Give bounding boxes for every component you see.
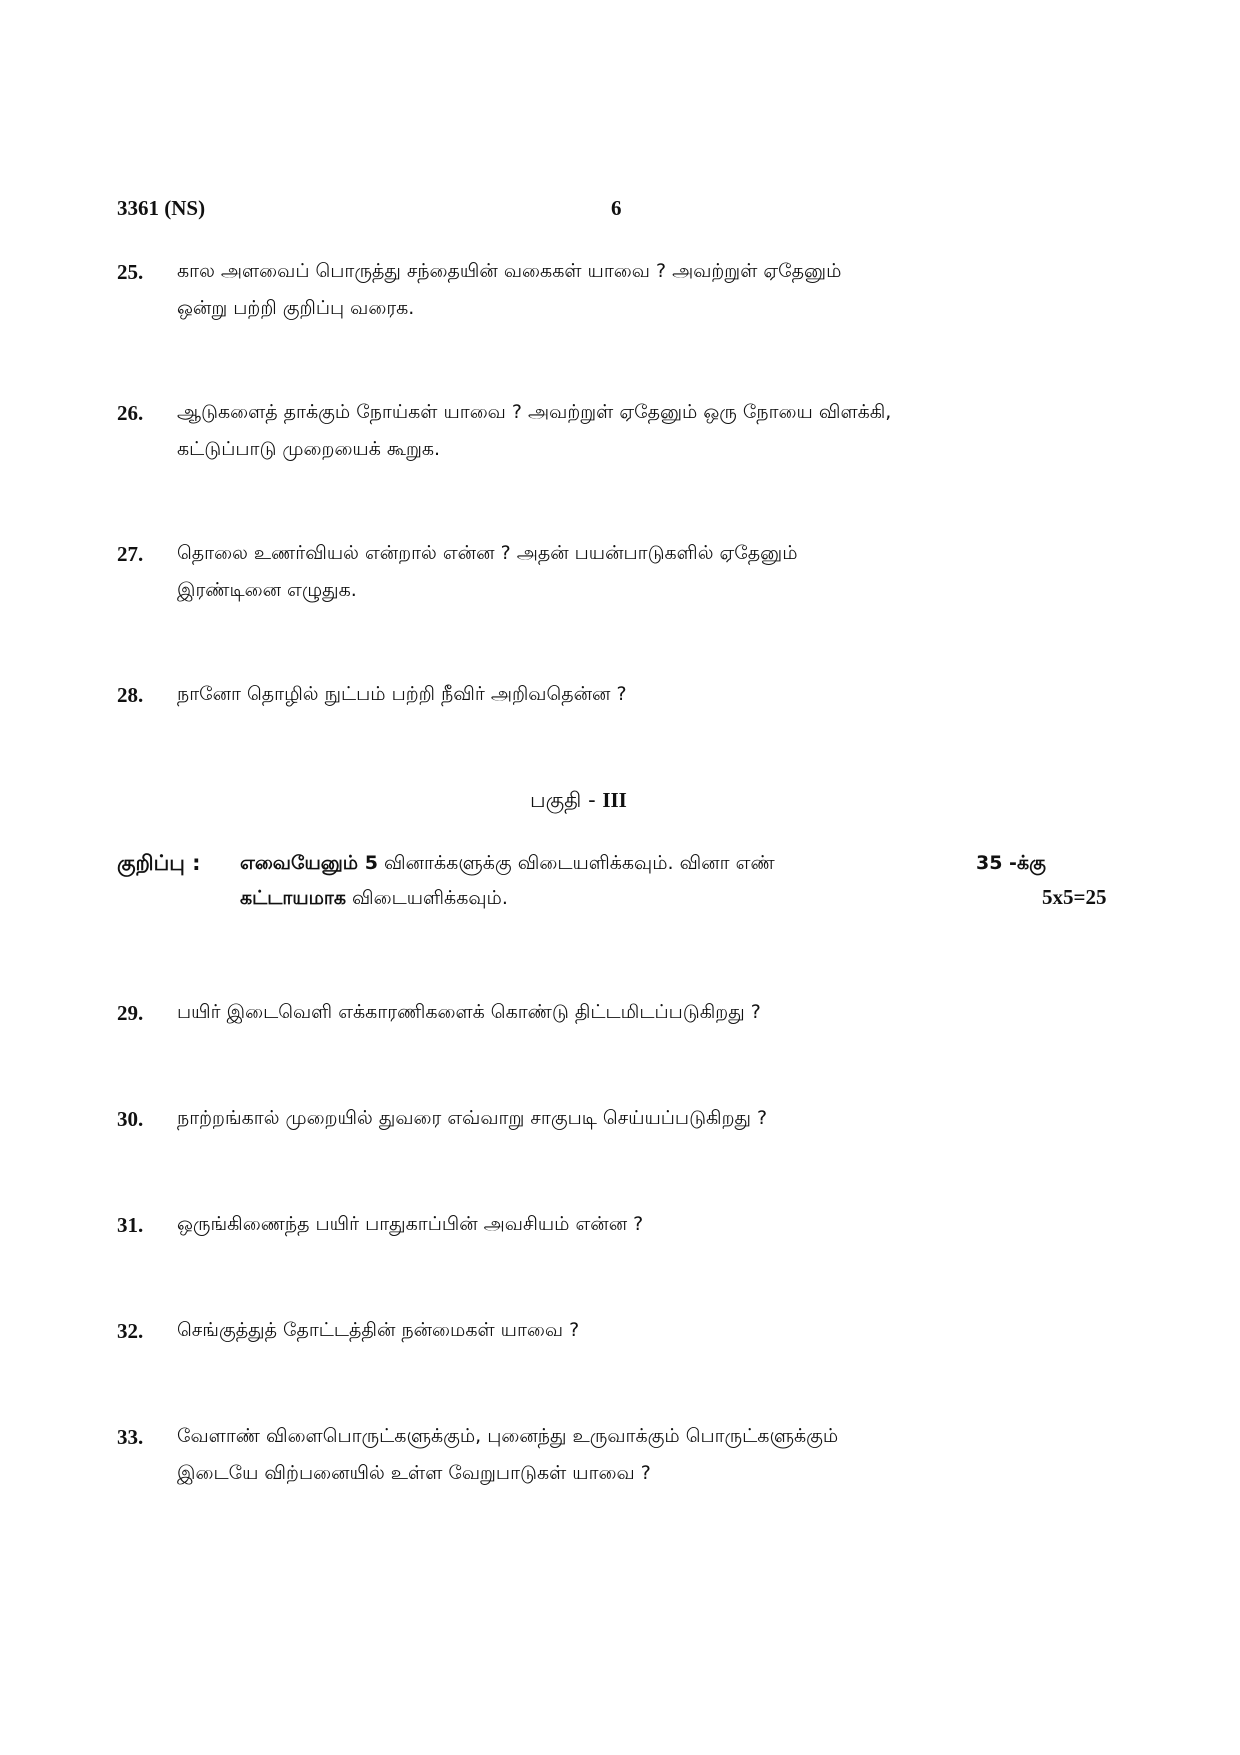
note-compulsory-question: 35 -க்கு [976,852,1046,874]
question-number: 33. [117,1425,144,1449]
question-text-line1: ஒருங்கிணைந்த பயிர் பாதுகாப்பின் அவசியம் என்ன ? [177,1213,644,1235]
page-number: 6 [611,196,622,220]
question-number: 25. [117,260,144,284]
question-text-line1: ஆடுகளைத் தாக்கும் நோய்கள் யாவை ? அவற்றுள் ஏதேனும் ஒரு நோயை விளக்கி, [177,401,892,423]
section-heading [530,788,627,815]
question-number: 29. [117,1001,144,1025]
note-label: குறிப்பு : [117,851,201,875]
question-text-line1: நாற்றங்கால் முறையில் துவரை எவ்வாறு சாகுபடி செய்யப்படுகிறது ? [177,1107,768,1129]
question-text-line1: நானோ தொழில் நுட்பம் பற்றி நீவிர் அறிவதென்ன ? [177,683,627,705]
note-line1 [240,845,1080,881]
question-text-line1: தொலை உணர்வியல் என்றால் என்ன ? அதன் பயன்பாடுகளில் ஏதேனும் [177,542,798,564]
note-text2: விடையளிக்கவும். [352,887,508,909]
note-text1: வினாக்களுக்கு விடையளிக்கவும். வினா எண் [383,852,775,874]
note-line2 [240,880,508,916]
section-title-tamil: பகுதி [530,788,582,812]
section-title-dash: - [588,788,596,812]
question-text-line1: பயிர் இடைவெளி எக்காரணிகளைக் கொண்டு திட்டமிடப்படுகிறது ? [177,1001,761,1023]
question-number: 27. [117,542,144,566]
note-bold-compulsory: கட்டாயமாக [240,887,346,909]
note-bold-any-five: எவையேனும் 5 [240,852,378,874]
question-text-line2: இரண்டினை எழுதுக. [177,579,357,601]
question-text-line1: செங்குத்துத் தோட்டத்தின் நன்மைகள் யாவை ? [177,1319,580,1341]
question-number: 31. [117,1213,144,1237]
marks-scheme: 5x5=25 [1042,885,1107,909]
question-number: 26. [117,401,144,425]
question-text-line2: ஒன்று பற்றி குறிப்பு வரைக. [177,297,415,319]
question-number: 32. [117,1319,144,1343]
question-text-line2: இடையே விற்பனையில் உள்ள வேறுபாடுகள் யாவை ? [177,1462,651,1484]
question-number: 30. [117,1107,144,1131]
section-title-roman: III [602,788,627,812]
question-text-line1: கால அளவைப் பொருத்து சந்தையின் வகைகள் யாவை ? அவற்றுள் ஏதேனும் [177,260,842,282]
question-text-line2: கட்டுப்பாடு முறையைக் கூறுக. [177,438,441,460]
paper-code: 3361 (NS) [117,196,206,220]
question-number: 28. [117,683,144,707]
question-text-line1: வேளாண் விளைபொருட்களுக்கும், புனைந்து உருவாக்கும் பொருட்களுக்கும் [177,1425,839,1447]
